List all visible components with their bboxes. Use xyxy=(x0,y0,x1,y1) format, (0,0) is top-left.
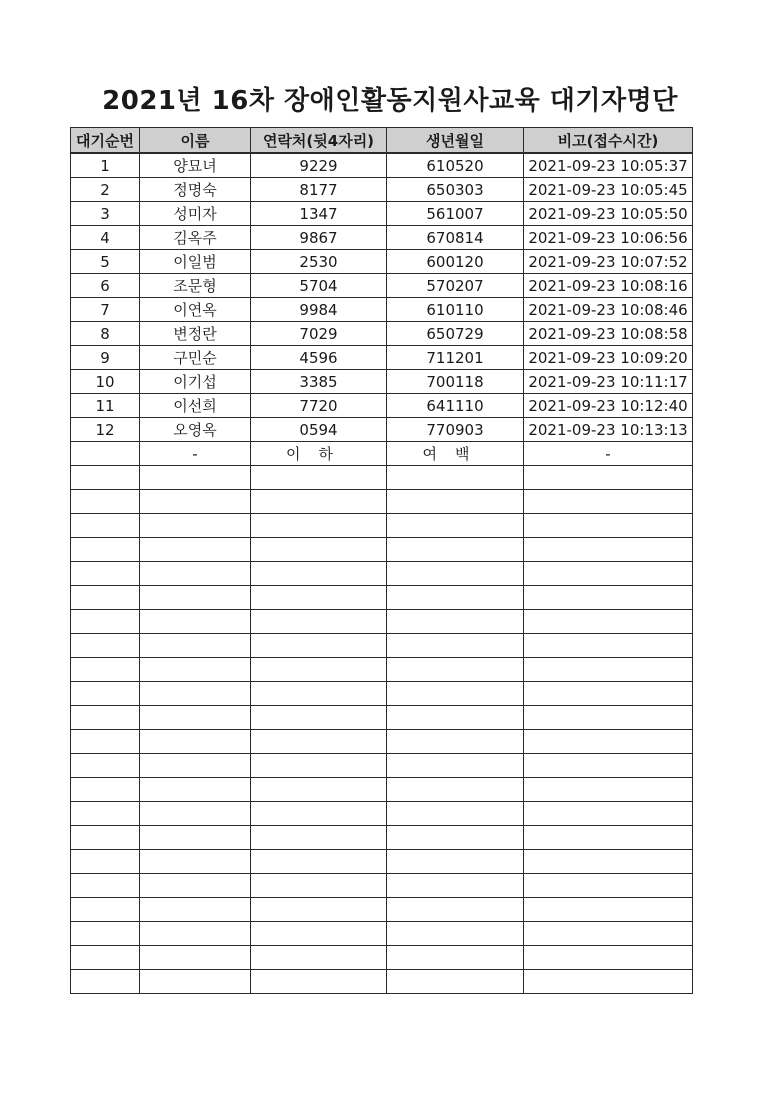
cell-contact: 3385 xyxy=(251,370,387,394)
cell-contact: 5704 xyxy=(251,274,387,298)
header-name: 이름 xyxy=(140,128,251,154)
cell-birthdate: 641110 xyxy=(387,394,524,418)
blank-row xyxy=(71,466,693,490)
table-body xyxy=(71,153,693,994)
cell-contact: 8177 xyxy=(251,178,387,202)
cell-birthdate: 650729 xyxy=(387,322,524,346)
blank-cell xyxy=(387,514,524,538)
blank-cell xyxy=(387,970,524,994)
blank-cell xyxy=(251,658,387,682)
blank-cell xyxy=(140,730,251,754)
blank-cell xyxy=(140,490,251,514)
cell-remarks: 2021-09-23 10:07:52 xyxy=(524,250,693,274)
blank-row xyxy=(71,874,693,898)
blank-cell xyxy=(71,466,140,490)
cell-birthdate: 570207 xyxy=(387,274,524,298)
blank-cell xyxy=(140,850,251,874)
blank-row xyxy=(71,898,693,922)
cell-wait-number: 10 xyxy=(71,370,140,394)
blank-cell xyxy=(71,922,140,946)
blank-cell xyxy=(387,658,524,682)
blank-cell xyxy=(140,466,251,490)
table-row xyxy=(71,394,693,418)
blank-row xyxy=(71,946,693,970)
blank-cell xyxy=(524,922,693,946)
blank-cell xyxy=(387,874,524,898)
cell-birthdate: 610520 xyxy=(387,153,524,178)
blank-cell xyxy=(251,898,387,922)
blank-cell xyxy=(387,778,524,802)
cell-birthdate: 561007 xyxy=(387,202,524,226)
blank-row xyxy=(71,490,693,514)
blank-cell xyxy=(71,706,140,730)
cell-birthdate: 610110 xyxy=(387,298,524,322)
blank-cell xyxy=(524,946,693,970)
cell-name: 이기섭 xyxy=(140,370,251,394)
blank-row xyxy=(71,514,693,538)
blank-row xyxy=(71,970,693,994)
cell-remarks: 2021-09-23 10:08:16 xyxy=(524,274,693,298)
blank-cell xyxy=(251,634,387,658)
blank-cell xyxy=(524,658,693,682)
blank-cell xyxy=(251,610,387,634)
blank-cell xyxy=(140,658,251,682)
blank-cell xyxy=(71,634,140,658)
blank-cell xyxy=(251,874,387,898)
cell-name: 김옥주 xyxy=(140,226,251,250)
cell-wait-number: 11 xyxy=(71,394,140,418)
blank-cell xyxy=(140,634,251,658)
blank-row xyxy=(71,586,693,610)
blank-cell xyxy=(387,946,524,970)
blank-cell xyxy=(140,802,251,826)
cell-birthdate: 711201 xyxy=(387,346,524,370)
cell-name: 이일범 xyxy=(140,250,251,274)
blank-cell xyxy=(387,610,524,634)
blank-cell xyxy=(140,610,251,634)
blank-cell xyxy=(251,490,387,514)
blank-cell xyxy=(71,682,140,706)
blank-cell xyxy=(524,610,693,634)
cell-wait-number: 1 xyxy=(71,153,140,178)
blank-cell xyxy=(387,826,524,850)
blank-cell xyxy=(140,898,251,922)
blank-cell xyxy=(140,970,251,994)
cell-wait-number: 12 xyxy=(71,418,140,442)
blank-row xyxy=(71,610,693,634)
blank-cell xyxy=(251,586,387,610)
blank-cell xyxy=(524,898,693,922)
cell-name: 조문형 xyxy=(140,274,251,298)
blank-row xyxy=(71,850,693,874)
cell-name: 이선희 xyxy=(140,394,251,418)
cell-wait-number xyxy=(71,442,140,466)
blank-cell xyxy=(524,850,693,874)
cell-contact: 4596 xyxy=(251,346,387,370)
blank-cell xyxy=(251,706,387,730)
blank-cell xyxy=(71,610,140,634)
cell-wait-number: 3 xyxy=(71,202,140,226)
blank-cell xyxy=(71,874,140,898)
blank-cell xyxy=(71,730,140,754)
blank-cell xyxy=(251,682,387,706)
blank-cell xyxy=(524,970,693,994)
blank-cell xyxy=(387,562,524,586)
blank-cell xyxy=(387,922,524,946)
table-row xyxy=(71,370,693,394)
blank-cell xyxy=(524,538,693,562)
waitlist-table xyxy=(70,127,693,994)
header-remarks: 비고(접수시간) xyxy=(524,128,693,154)
blank-cell xyxy=(71,754,140,778)
blank-cell xyxy=(71,658,140,682)
blank-cell xyxy=(140,706,251,730)
blank-cell xyxy=(387,730,524,754)
end-marker-row xyxy=(71,442,693,466)
blank-row xyxy=(71,778,693,802)
cell-contact: 7029 xyxy=(251,322,387,346)
table-row xyxy=(71,226,693,250)
blank-row xyxy=(71,706,693,730)
header-row xyxy=(71,128,693,154)
cell-name: 양묘녀 xyxy=(140,153,251,178)
blank-row xyxy=(71,538,693,562)
cell-remarks: 2021-09-23 10:06:56 xyxy=(524,226,693,250)
cell-remarks: 2021-09-23 10:08:58 xyxy=(524,322,693,346)
blank-cell xyxy=(71,970,140,994)
table-row xyxy=(71,202,693,226)
cell-contact: 0594 xyxy=(251,418,387,442)
header-birthdate: 생년월일 xyxy=(387,128,524,154)
blank-cell xyxy=(524,826,693,850)
blank-cell xyxy=(140,874,251,898)
cell-contact: 9867 xyxy=(251,226,387,250)
blank-cell xyxy=(140,922,251,946)
blank-cell xyxy=(387,466,524,490)
cell-contact: 7720 xyxy=(251,394,387,418)
blank-row xyxy=(71,730,693,754)
blank-cell xyxy=(524,706,693,730)
cell-birthdate: 770903 xyxy=(387,418,524,442)
blank-cell xyxy=(387,682,524,706)
blank-cell xyxy=(524,874,693,898)
page-title: 2021년 16차 장애인활동지원사교육 대기자명단 xyxy=(102,86,678,116)
blank-cell xyxy=(524,490,693,514)
blank-cell xyxy=(524,586,693,610)
blank-cell xyxy=(251,514,387,538)
blank-cell xyxy=(71,586,140,610)
cell-wait-number: 2 xyxy=(71,178,140,202)
table-row xyxy=(71,298,693,322)
blank-cell xyxy=(140,682,251,706)
blank-cell xyxy=(387,538,524,562)
blank-cell xyxy=(71,490,140,514)
blank-cell xyxy=(524,754,693,778)
blank-cell xyxy=(140,946,251,970)
blank-cell xyxy=(140,778,251,802)
blank-cell xyxy=(251,970,387,994)
cell-wait-number: 6 xyxy=(71,274,140,298)
cell-name: 오영옥 xyxy=(140,418,251,442)
cell-wait-number: 8 xyxy=(71,322,140,346)
blank-cell xyxy=(71,850,140,874)
cell-wait-number: 9 xyxy=(71,346,140,370)
blank-cell xyxy=(251,850,387,874)
cell-remarks: 2021-09-23 10:12:40 xyxy=(524,394,693,418)
table-row xyxy=(71,274,693,298)
blank-cell xyxy=(140,514,251,538)
table-row xyxy=(71,418,693,442)
blank-cell xyxy=(140,754,251,778)
blank-row xyxy=(71,802,693,826)
cell-contact: 1347 xyxy=(251,202,387,226)
blank-cell xyxy=(387,490,524,514)
blank-cell xyxy=(387,706,524,730)
blank-cell xyxy=(251,538,387,562)
blank-cell xyxy=(251,466,387,490)
cell-name: 구민순 xyxy=(140,346,251,370)
blank-cell xyxy=(71,898,140,922)
blank-cell xyxy=(524,730,693,754)
cell-name: 성미자 xyxy=(140,202,251,226)
cell-birthdate: 여백 xyxy=(387,442,524,466)
blank-cell xyxy=(524,634,693,658)
blank-cell xyxy=(251,826,387,850)
blank-row xyxy=(71,562,693,586)
blank-cell xyxy=(251,778,387,802)
blank-cell xyxy=(140,562,251,586)
blank-cell xyxy=(387,754,524,778)
cell-wait-number: 5 xyxy=(71,250,140,274)
cell-birthdate: 670814 xyxy=(387,226,524,250)
cell-name: - xyxy=(140,442,251,466)
header-wait-number: 대기순번 xyxy=(71,128,140,154)
cell-remarks: 2021-09-23 10:05:37 xyxy=(524,153,693,178)
table-row xyxy=(71,346,693,370)
header-contact: 연락처(뒷4자리) xyxy=(251,128,387,154)
blank-row xyxy=(71,754,693,778)
blank-row xyxy=(71,634,693,658)
blank-cell xyxy=(140,538,251,562)
blank-cell xyxy=(524,466,693,490)
cell-remarks: - xyxy=(524,442,693,466)
blank-row xyxy=(71,658,693,682)
blank-row xyxy=(71,922,693,946)
blank-cell xyxy=(140,586,251,610)
cell-contact: 9229 xyxy=(251,153,387,178)
blank-cell xyxy=(71,562,140,586)
cell-remarks: 2021-09-23 10:09:20 xyxy=(524,346,693,370)
blank-cell xyxy=(71,946,140,970)
blank-cell xyxy=(251,754,387,778)
blank-cell xyxy=(71,538,140,562)
blank-cell xyxy=(71,802,140,826)
cell-wait-number: 4 xyxy=(71,226,140,250)
blank-cell xyxy=(524,682,693,706)
blank-cell xyxy=(71,778,140,802)
cell-birthdate: 600120 xyxy=(387,250,524,274)
table-row xyxy=(71,250,693,274)
blank-cell xyxy=(251,802,387,826)
cell-remarks: 2021-09-23 10:11:17 xyxy=(524,370,693,394)
cell-contact: 이하 xyxy=(251,442,387,466)
blank-cell xyxy=(387,802,524,826)
blank-cell xyxy=(140,826,251,850)
table-row xyxy=(71,322,693,346)
blank-cell xyxy=(251,730,387,754)
blank-cell xyxy=(524,514,693,538)
blank-cell xyxy=(387,586,524,610)
cell-remarks: 2021-09-23 10:08:46 xyxy=(524,298,693,322)
cell-name: 정명숙 xyxy=(140,178,251,202)
cell-name: 변정란 xyxy=(140,322,251,346)
table-row xyxy=(71,153,693,178)
cell-remarks: 2021-09-23 10:05:50 xyxy=(524,202,693,226)
blank-row xyxy=(71,682,693,706)
blank-cell xyxy=(524,778,693,802)
cell-birthdate: 650303 xyxy=(387,178,524,202)
blank-cell xyxy=(71,826,140,850)
blank-cell xyxy=(251,946,387,970)
cell-wait-number: 7 xyxy=(71,298,140,322)
cell-contact: 2530 xyxy=(251,250,387,274)
blank-cell xyxy=(387,850,524,874)
blank-cell xyxy=(387,898,524,922)
blank-cell xyxy=(251,922,387,946)
table-row xyxy=(71,178,693,202)
blank-cell xyxy=(387,634,524,658)
blank-row xyxy=(71,826,693,850)
cell-remarks: 2021-09-23 10:13:13 xyxy=(524,418,693,442)
cell-name: 이연옥 xyxy=(140,298,251,322)
blank-cell xyxy=(251,562,387,586)
cell-contact: 9984 xyxy=(251,298,387,322)
blank-cell xyxy=(71,514,140,538)
blank-cell xyxy=(524,562,693,586)
blank-cell xyxy=(524,802,693,826)
cell-birthdate: 700118 xyxy=(387,370,524,394)
cell-remarks: 2021-09-23 10:05:45 xyxy=(524,178,693,202)
